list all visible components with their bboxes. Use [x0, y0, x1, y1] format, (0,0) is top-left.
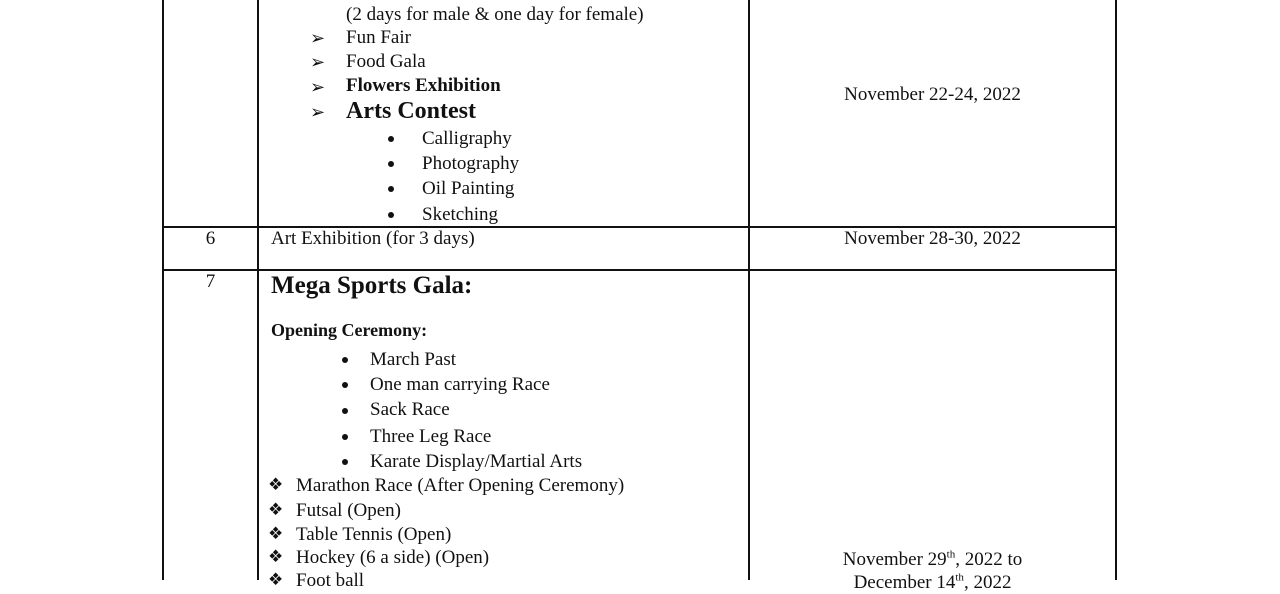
list-item: Oil Painting [422, 178, 515, 199]
list-item: Futsal (Open) [296, 500, 402, 521]
list-item: Table Tennis (Open) [296, 524, 452, 545]
table-border-right [1115, 0, 1117, 580]
arts-contest-title: Arts Contest [346, 98, 476, 124]
event-date-end: December 14th, 2022 [853, 571, 1012, 593]
bullet-dot-icon [388, 136, 394, 142]
diamond-bullet-icon: ❖ [268, 570, 284, 589]
opening-ceremony-label: Opening Ceremony: [271, 320, 428, 340]
arrow-bullet-icon: ➢ [310, 52, 326, 72]
list-item: Food Gala [346, 51, 426, 72]
row-number: 7 [205, 271, 216, 292]
event-date: November 22-24, 2022 [844, 84, 1021, 105]
bullet-dot-icon [342, 408, 348, 414]
event-date-start: November 29th, 2022 to [842, 548, 1023, 570]
bullet-dot-icon [342, 459, 348, 465]
bullet-dot-icon [388, 186, 394, 192]
row-number: 6 [205, 228, 216, 249]
diamond-bullet-icon: ❖ [268, 524, 284, 543]
list-item: One man carrying Race [370, 374, 550, 395]
arrow-bullet-icon: ➢ [310, 102, 326, 122]
list-item: Sack Race [370, 399, 450, 420]
list-item: Hockey (6 a side) (Open) [296, 547, 490, 568]
bullet-dot-icon [388, 161, 394, 167]
diamond-bullet-icon: ❖ [268, 500, 284, 519]
bullet-dot-icon [342, 382, 348, 388]
arrow-bullet-icon: ➢ [310, 28, 326, 48]
list-item: Three Leg Race [370, 426, 492, 447]
bullet-dot-icon [388, 212, 394, 218]
event-name: Art Exhibition (for 3 days) [271, 228, 475, 249]
list-item: Foot ball [296, 570, 365, 591]
event-date: November 28-30, 2022 [844, 228, 1021, 249]
diamond-bullet-icon: ❖ [268, 547, 284, 566]
list-item: Fun Fair [346, 27, 411, 48]
list-item: March Past [370, 349, 457, 370]
arrow-bullet-icon: ➢ [310, 77, 326, 97]
bullet-dot-icon [342, 357, 348, 363]
list-item: Calligraphy [422, 128, 512, 149]
list-item: Karate Display/Martial Arts [370, 451, 583, 472]
list-item: Flowers Exhibition [346, 75, 501, 96]
table-divider-1 [257, 0, 259, 580]
section-title: Mega Sports Gala: [271, 272, 473, 299]
list-item: Marathon Race (After Opening Ceremony) [296, 475, 625, 496]
list-item: Sketching [422, 204, 498, 225]
bullet-dot-icon [342, 434, 348, 440]
row-separator-6-7 [162, 269, 1117, 271]
diamond-bullet-icon: ❖ [268, 475, 284, 494]
days-note: (2 days for male & one day for female) [346, 4, 644, 25]
list-item: Photography [422, 153, 520, 174]
